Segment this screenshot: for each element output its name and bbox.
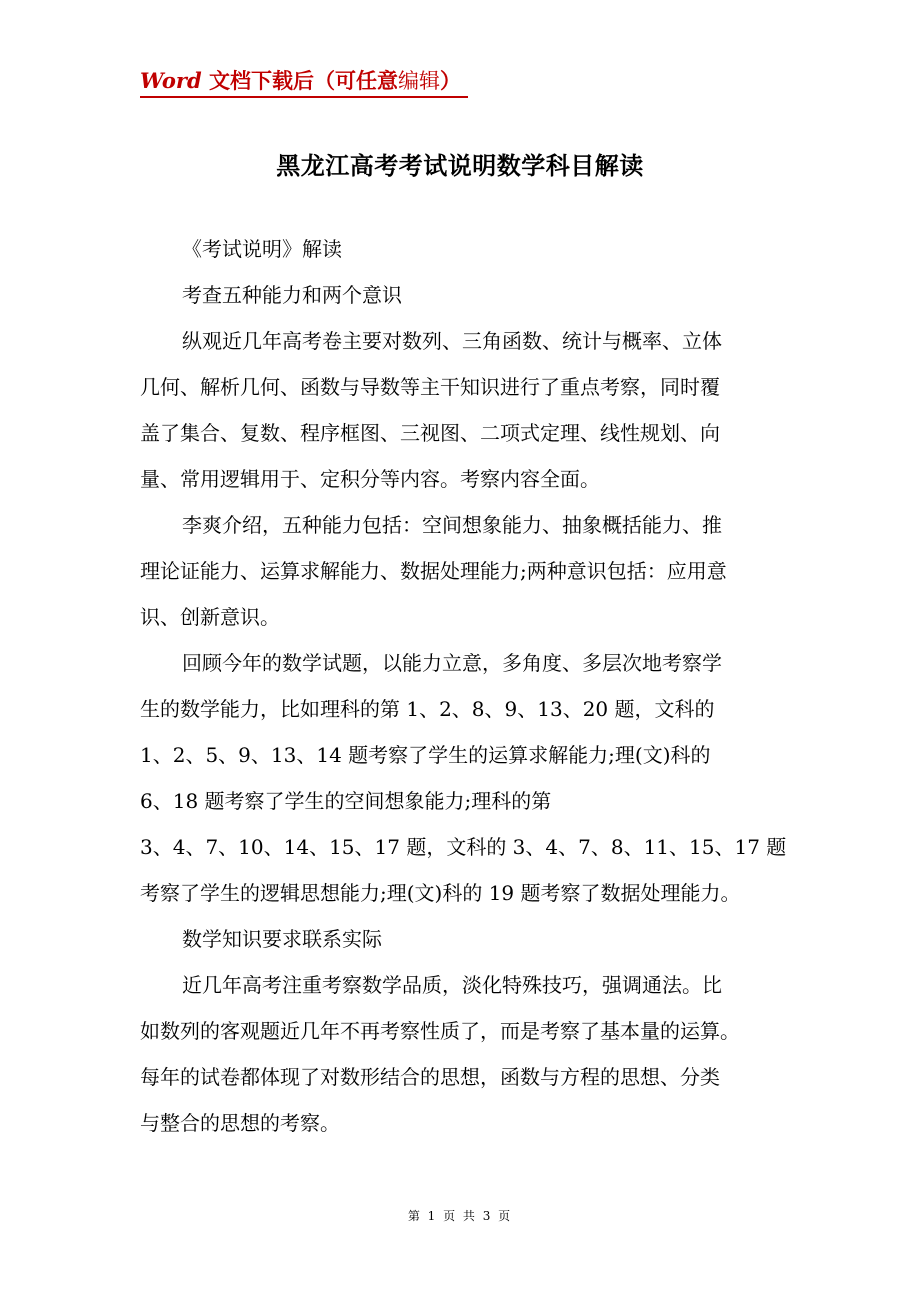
- download-watermark-link[interactable]: [140, 66, 461, 96]
- paragraph-section-heading-1: 考查五种能力和两个意识: [182, 283, 402, 307]
- text-line: 量、常用逻辑用于、定积分等内容。考察内容全面。: [140, 467, 600, 491]
- watermark-underline: [140, 96, 468, 98]
- document-title: 黑龙江高考考试说明数学科目解读: [276, 151, 644, 180]
- paragraph-subtitle: 《考试说明》解读: [182, 237, 342, 261]
- text-line: 3、4、7、10、14、15、17 题，文科的 3、4、7、8、11、15、17 题: [140, 835, 787, 859]
- text-line: 生的数学能力，比如理科的第 1、2、8、9、13、20 题，文科的: [140, 697, 715, 721]
- text-line: 考察了学生的逻辑思想能力;理(文)科的 19 题考察了数据处理能力。: [140, 881, 741, 905]
- text-line: 与整合的思想的考察。: [140, 1111, 340, 1135]
- page-number-footer: 第 1 页 共 3 页: [407, 1209, 513, 1223]
- text-line: 理论证能力、运算求解能力、数据处理能力;两种意识包括：应用意: [140, 559, 727, 583]
- text-line: 每年的试卷都体现了对数形结合的思想，函数与方程的思想、分类: [140, 1065, 720, 1089]
- paragraph-practice: [140, 962, 780, 1146]
- text-line: 如数列的客观题近几年不再考察性质了，而是考察了基本量的运算。: [140, 1019, 740, 1043]
- paragraph-section-heading-2: 数学知识要求联系实际: [182, 927, 382, 951]
- text-line: 李爽介绍，五种能力包括：空间想象能力、抽象概括能力、推: [182, 513, 722, 537]
- watermark-close-paren: ）: [439, 68, 461, 93]
- paragraph-overview: [140, 318, 780, 502]
- watermark-edit-text: 编辑: [397, 69, 440, 93]
- text-line: 识、创新意识。: [140, 605, 280, 629]
- text-line: 6、18 题考察了学生的空间想象能力;理科的第: [140, 789, 552, 813]
- text-line: 几何、解析几何、函数与导数等主干知识进行了重点考察，同时覆: [140, 375, 720, 399]
- watermark-word: Word: [140, 68, 202, 93]
- text-line: 纵观近几年高考卷主要对数列、三角函数、统计与概率、立体: [182, 329, 722, 353]
- text-line: 1、2、5、9、13、14 题考察了学生的运算求解能力;理(文)科的: [140, 743, 711, 767]
- watermark-main-text: 文档下载后（可任意: [201, 68, 398, 93]
- paragraph-review: [140, 640, 787, 916]
- text-line: 近几年高考注重考察数学品质，淡化特殊技巧，强调通法。比: [182, 973, 722, 997]
- document-body: [140, 226, 787, 1146]
- paragraph-abilities: [140, 502, 780, 640]
- text-line: 回顾今年的数学试题，以能力立意，多角度、多层次地考察学: [182, 651, 722, 675]
- text-line: 盖了集合、复数、程序框图、三视图、二项式定理、线性规划、向: [140, 421, 720, 445]
